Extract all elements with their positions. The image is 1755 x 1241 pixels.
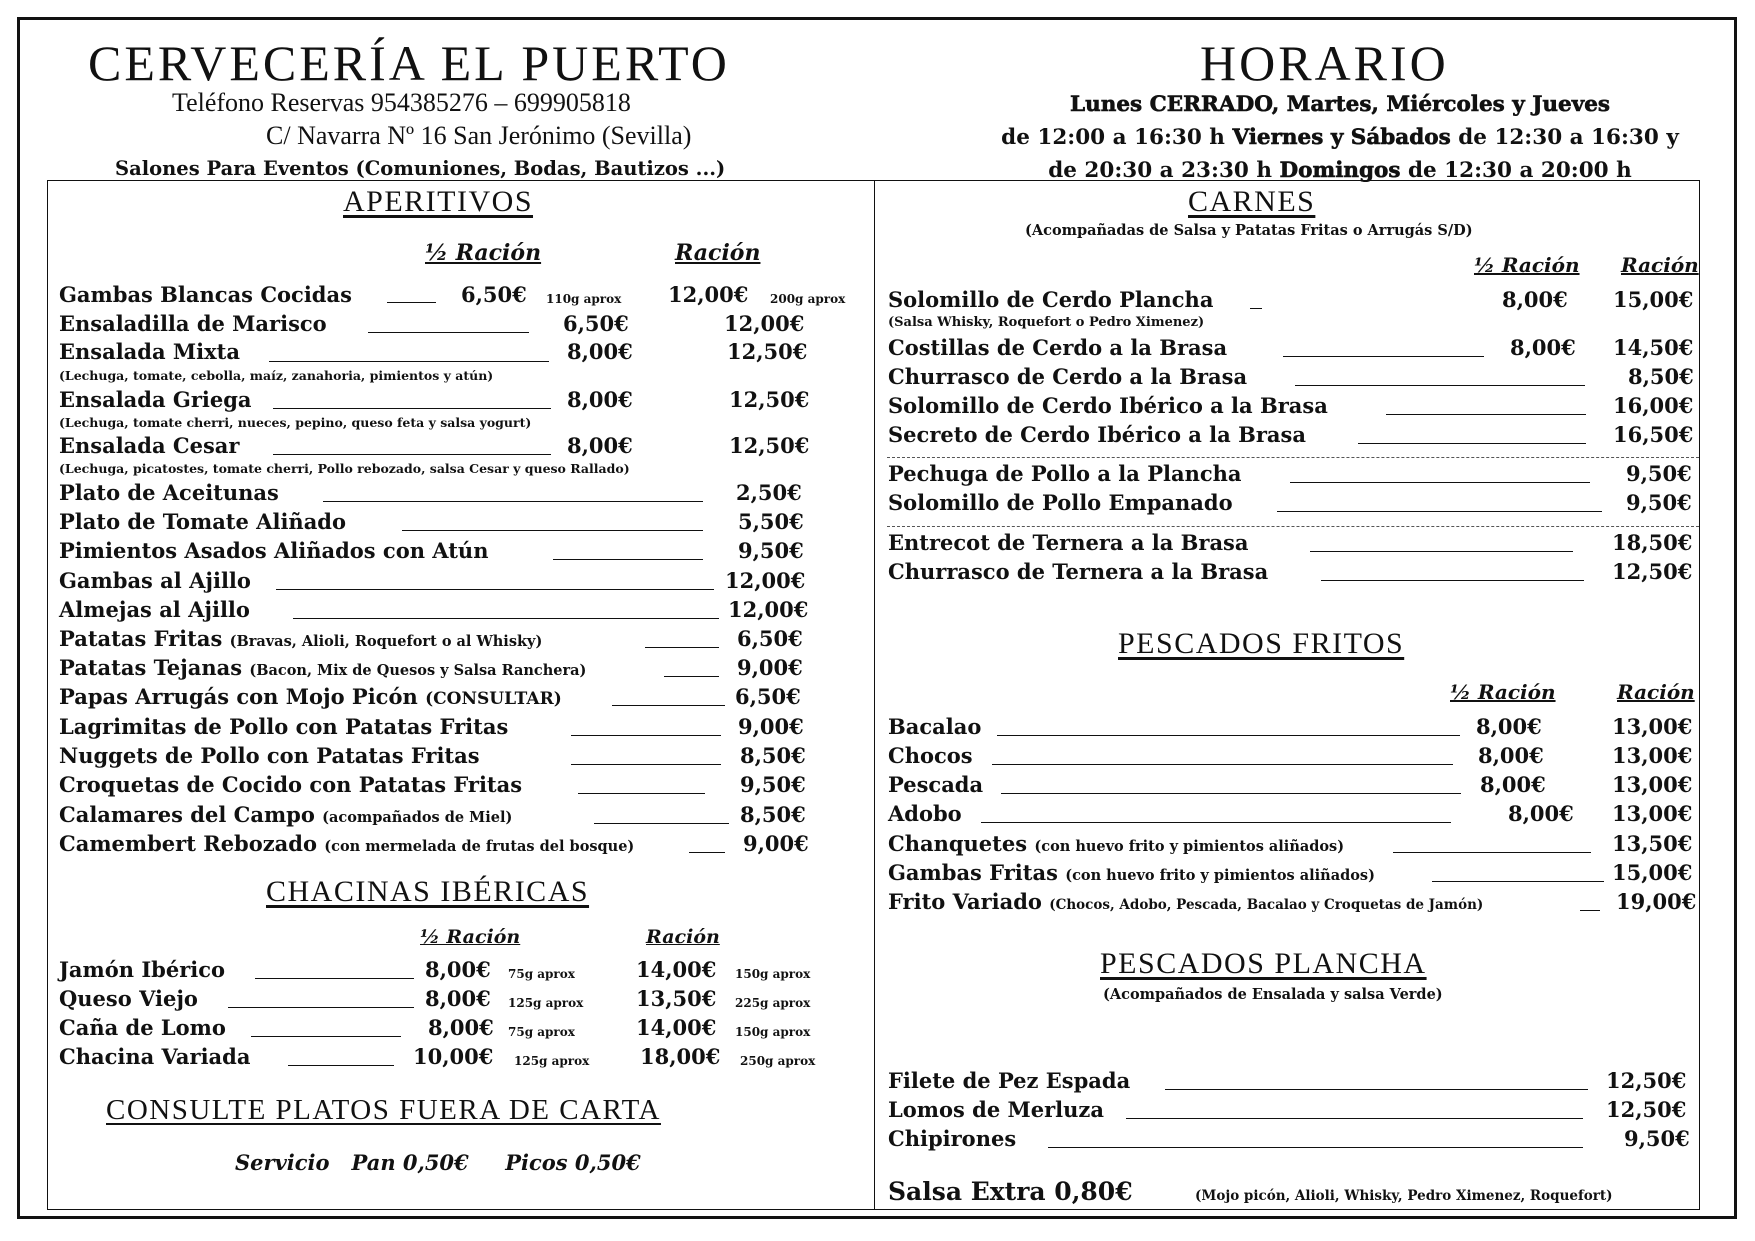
leader-line — [1386, 414, 1586, 415]
menu-item-name: Papas Arrugás con Mojo Picón — [59, 684, 418, 709]
separator — [887, 526, 1699, 527]
price: 9,00€ — [737, 655, 803, 680]
leader-line — [1283, 356, 1484, 357]
phone: Teléfono Reservas 954385276 – 699905818 — [172, 88, 631, 117]
leader-line — [1321, 580, 1584, 581]
section-chacinas-title: CHACINAS IBÉRICAS — [266, 875, 590, 908]
price: 9,50€ — [1626, 490, 1692, 515]
leader-line — [1277, 511, 1602, 512]
menu-item-name: Camembert Rebozado — [59, 831, 317, 856]
full-price: 13,50€ — [636, 986, 717, 1011]
address: C/ Navarra Nº 16 San Jerónimo (Sevilla) — [266, 121, 692, 150]
carnes-subtitle: (Acompañadas de Salsa y Patatas Fritas o Arrugás S/D) — [1025, 222, 1473, 239]
price: 6,50€ — [737, 626, 803, 651]
menu-item-row — [888, 831, 1344, 856]
fritos-half-header: ½ Ración — [1450, 680, 1556, 704]
price: 12,00€ — [728, 597, 809, 622]
menu-item-row — [59, 831, 634, 856]
half-price: 8,00€ — [1502, 287, 1568, 312]
plancha-subtitle: (Acompañados de Ensalada y salsa Verde) — [1103, 986, 1443, 1003]
full-price: 12,50€ — [729, 387, 810, 412]
section-aperitivos-title: APERITIVOS — [343, 185, 534, 218]
price: 15,00€ — [1612, 860, 1693, 885]
sched-hours-4: de 12:30 a 20:00 h — [1400, 158, 1632, 183]
menu-item-row — [888, 860, 1375, 885]
half-weight: 125g aprox — [514, 1054, 590, 1068]
menu-item-name: Ensalada Mixta — [59, 339, 240, 364]
menu-item-name: Gambas al Ajillo — [59, 568, 251, 593]
item-sub: (Chocos, Adobo, Pescada, Bacalao y Croquetas de Jamón) — [1049, 897, 1484, 913]
item-description: (Lechuga, tomate, cebolla, maíz, zanahoria, pimientos y atún) — [59, 368, 494, 383]
menu-item-name: Patatas Fritas — [59, 626, 223, 651]
leader-line — [571, 735, 721, 736]
menu-item-name: Pimientos Asados Aliñados con Atún — [59, 538, 489, 563]
half-price: 8,00€ — [425, 957, 491, 982]
leader-line — [288, 1065, 394, 1066]
menu-item-row — [59, 684, 562, 709]
separator — [887, 457, 1699, 458]
item-sub: (CONSULTAR) — [425, 689, 562, 709]
full-price: 18,00€ — [640, 1044, 721, 1069]
price: 16,50€ — [1613, 422, 1694, 447]
leader-line — [571, 764, 721, 765]
leader-line — [645, 647, 719, 648]
leader-line — [276, 589, 714, 590]
half-weight: 110g aprox — [546, 292, 622, 306]
full-price: 12,50€ — [729, 433, 810, 458]
sched-closed: Lunes CERRADO — [1070, 92, 1272, 117]
full-price: 13,00€ — [1612, 714, 1693, 739]
half-price: 6,50€ — [461, 282, 527, 307]
section-pescados-fritos-title: PESCADOS FRITOS — [1118, 627, 1405, 660]
half-price: 6,50€ — [563, 311, 629, 336]
half-weight: 125g aprox — [508, 996, 584, 1010]
leader-line — [1580, 910, 1600, 911]
price: 13,50€ — [1612, 831, 1693, 856]
menu-item-name: Solomillo de Pollo Empanado — [888, 490, 1233, 515]
menu-item-name: Croquetas de Cocido con Patatas Fritas — [59, 772, 523, 797]
price: 9,00€ — [743, 831, 809, 856]
full-weight: 225g aprox — [735, 996, 811, 1010]
menu-item-name: Caña de Lomo — [59, 1015, 226, 1040]
price: 18,50€ — [1612, 530, 1693, 555]
menu-item-name: Bacalao — [888, 714, 982, 739]
full-price: 14,00€ — [636, 957, 717, 982]
menu-item-name: Lagrimitas de Pollo con Patatas Fritas — [59, 714, 509, 739]
item-sub: (Bravas, Alioli, Roquefort o al Whisky) — [229, 633, 543, 650]
leader-line — [981, 822, 1451, 823]
servicio-label: Servicio — [235, 1150, 330, 1175]
menu-item-name: Ensaladilla de Marisco — [59, 311, 327, 336]
half-price: 8,00€ — [1480, 772, 1546, 797]
restaurant-name: CERVECERÍA EL PUERTO — [88, 35, 730, 91]
menu-item-name: Pescada — [888, 772, 984, 797]
leader-line — [689, 852, 725, 853]
section-carnes-title: CARNES — [1188, 185, 1316, 218]
leader-line — [228, 1007, 414, 1008]
price: 8,50€ — [740, 802, 806, 827]
leader-line — [1001, 793, 1461, 794]
item-description: (Salsa Whisky, Roquefort o Pedro Ximenez) — [888, 315, 1205, 330]
half-price: 8,00€ — [567, 339, 633, 364]
leader-line — [1393, 852, 1591, 853]
menu-item-name: Gambas Blancas Cocidas — [59, 282, 352, 307]
menu-item-name: Ensalada Griega — [59, 387, 252, 412]
leader-line — [387, 302, 436, 303]
sched-hours-1: de 12:00 a 16:30 h — [1001, 125, 1233, 150]
item-description: (Lechuga, picatostes, tomate cherri, Pollo rebozado, salsa Cesar y queso Rallado) — [59, 461, 630, 476]
item-sub: (acompañados de Miel) — [322, 809, 513, 826]
menu-item-name: Patatas Tejanas — [59, 655, 243, 680]
leader-line — [664, 676, 719, 677]
menu-item-name: Chacina Variada — [59, 1044, 251, 1069]
fritos-full-header: Ración — [1617, 680, 1695, 704]
leader-line — [273, 454, 551, 455]
half-price: 10,00€ — [413, 1044, 494, 1069]
menu-item-name: Solomillo de Cerdo Ibérico a la Brasa — [888, 393, 1328, 418]
servicio-line — [235, 1150, 641, 1175]
leader-line — [255, 978, 414, 979]
half-weight: 75g aprox — [508, 1025, 575, 1039]
leader-line — [612, 705, 725, 706]
full-price: 15,00€ — [1613, 287, 1694, 312]
menu-item-name: Plato de Tomate Aliñado — [59, 509, 346, 534]
price: 8,50€ — [1628, 364, 1694, 389]
full-price: 12,50€ — [727, 339, 808, 364]
chacinas-half-header: ½ Ración — [420, 926, 521, 948]
half-price: 8,00€ — [425, 986, 491, 1011]
full-weight: 150g aprox — [735, 967, 811, 981]
item-description: (Lechuga, tomate cherri, nueces, pepino, queso feta y salsa yogurt) — [59, 415, 532, 430]
item-sub: (con huevo frito y pimientos aliñados) — [1065, 867, 1375, 884]
carnes-full-header: Ración — [1621, 253, 1699, 277]
chacinas-full-header: Ración — [646, 926, 720, 948]
menu-item-name: Costillas de Cerdo a la Brasa — [888, 335, 1228, 360]
price: 19,00€ — [1616, 889, 1697, 914]
leader-line — [1432, 881, 1604, 882]
menu-item-row — [888, 889, 1483, 914]
leader-line — [402, 530, 703, 531]
item-sub: (Bacon, Mix de Quesos y Salsa Ranchera) — [249, 662, 587, 679]
aperitivos-half-header: ½ Ración — [425, 240, 542, 266]
consulte-note: CONSULTE PLATOS FUERA DE CARTA — [106, 1094, 661, 1126]
carnes-half-header: ½ Ración — [1474, 253, 1580, 277]
price: 9,50€ — [1624, 1126, 1690, 1151]
leader-line — [992, 764, 1453, 765]
leader-line — [1048, 1147, 1583, 1148]
horario-title: HORARIO — [1200, 35, 1449, 91]
menu-item-name: Queso Viejo — [59, 986, 198, 1011]
price: 12,50€ — [1606, 1097, 1687, 1122]
full-weight: 150g aprox — [735, 1025, 811, 1039]
leader-line — [323, 501, 703, 502]
leader-line — [578, 793, 705, 794]
menu-item-name: Chocos — [888, 743, 973, 768]
price: 16,00€ — [1613, 393, 1694, 418]
menu-item-name: Nuggets de Pollo con Patatas Fritas — [59, 743, 480, 768]
menu-item-row — [59, 626, 542, 651]
price: 9,50€ — [738, 538, 804, 563]
picos-price: Picos 0,50€ — [505, 1150, 641, 1175]
half-price: 8,00€ — [428, 1015, 494, 1040]
half-price: 8,00€ — [1478, 743, 1544, 768]
leader-line — [368, 332, 529, 333]
half-price: 8,00€ — [1510, 335, 1576, 360]
menu-item-name: Pechuga de Pollo a la Plancha — [888, 461, 1242, 486]
menu-item-name: Secreto de Cerdo Ibérico a la Brasa — [888, 422, 1306, 447]
leader-line — [594, 823, 729, 824]
leader-line — [1295, 385, 1585, 386]
half-price: 8,00€ — [1508, 801, 1574, 826]
full-weight: 250g aprox — [740, 1054, 816, 1068]
menu-item-row — [59, 802, 512, 827]
menu-item-row — [59, 655, 586, 680]
price: 12,50€ — [1612, 559, 1693, 584]
leader-line — [1310, 551, 1573, 552]
sched-hours-2: de 12:30 a 16:30 y — [1450, 125, 1679, 150]
leader-line — [1165, 1089, 1588, 1090]
sched-sunday: Domingos — [1279, 158, 1401, 183]
leader-line — [1358, 443, 1586, 444]
item-sub: (con mermelada de frutas del bosque) — [324, 838, 635, 855]
leader-line — [997, 735, 1460, 736]
price: 12,00€ — [725, 568, 806, 593]
leader-line — [1250, 308, 1262, 309]
menu-item-name: Chipirones — [888, 1126, 1017, 1151]
half-weight: 75g aprox — [508, 967, 575, 981]
menu-item-name: Chanquetes — [888, 831, 1028, 856]
half-price: 8,00€ — [1476, 714, 1542, 739]
menu-item-name: Filete de Pez Espada — [888, 1068, 1131, 1093]
half-price: 8,00€ — [567, 387, 633, 412]
events-note: Salones Para Eventos (Comuniones, Bodas, Bautizos ...) — [115, 157, 726, 180]
menu-item-name: Churrasco de Cerdo a la Brasa — [888, 364, 1248, 389]
leader-line — [269, 361, 549, 362]
full-price: 14,50€ — [1613, 335, 1694, 360]
full-price: 12,00€ — [724, 311, 805, 336]
sched-hours-3: de 20:30 a 23:30 h — [1048, 158, 1280, 183]
price: 6,50€ — [735, 684, 801, 709]
menu-item-name: Almejas al Ajillo — [59, 597, 250, 622]
menu-item-name: Adobo — [888, 801, 962, 826]
menu-item-name: Jamón Ibérico — [59, 957, 226, 982]
leader-line — [1126, 1118, 1583, 1119]
sched-weekend: Viernes y Sábados — [1232, 125, 1451, 150]
price: 12,50€ — [1606, 1068, 1687, 1093]
full-price: 13,00€ — [1612, 772, 1693, 797]
menu-item-name: Gambas Fritas — [888, 860, 1058, 885]
menu-item-name: Churrasco de Ternera a la Brasa — [888, 559, 1269, 584]
menu-item-name: Entrecot de Ternera a la Brasa — [888, 530, 1249, 555]
price: 2,50€ — [736, 480, 802, 505]
schedule — [955, 88, 1725, 187]
full-weight: 200g aprox — [770, 292, 846, 306]
sched-days: , Martes, Miércoles y Jueves — [1271, 92, 1610, 117]
price: 5,50€ — [738, 509, 804, 534]
full-price: 13,00€ — [1612, 801, 1693, 826]
half-price: 8,00€ — [567, 433, 633, 458]
menu-item-name: Solomillo de Cerdo Plancha — [888, 287, 1214, 312]
leader-line — [553, 559, 703, 560]
menu-item-name: Lomos de Merluza — [888, 1097, 1104, 1122]
price: 8,50€ — [740, 743, 806, 768]
salsa-extra: Salsa Extra 0,80€ — [888, 1177, 1133, 1206]
price: 9,50€ — [1626, 461, 1692, 486]
menu-item-name: Ensalada Cesar — [59, 433, 240, 458]
section-pescados-plancha-title: PESCADOS PLANCHA — [1100, 947, 1427, 980]
leader-line — [273, 408, 551, 409]
salsa-options: (Mojo picón, Alioli, Whisky, Pedro Ximenez, Roquefort) — [1195, 1188, 1613, 1204]
leader-line — [293, 618, 719, 619]
full-price: 13,00€ — [1612, 743, 1693, 768]
aperitivos-full-header: Ración — [675, 240, 761, 266]
full-price: 12,00€ — [668, 282, 749, 307]
full-price: 14,00€ — [636, 1015, 717, 1040]
menu-item-name: Plato de Aceitunas — [59, 480, 279, 505]
price: 9,00€ — [738, 714, 804, 739]
price: 9,50€ — [740, 772, 806, 797]
menu-item-name: Calamares del Campo — [59, 802, 315, 827]
item-sub: (con huevo frito y pimientos aliñados) — [1034, 838, 1345, 855]
column-divider — [874, 180, 875, 1210]
pan-price: Pan 0,50€ — [351, 1150, 469, 1175]
leader-line — [251, 1036, 401, 1037]
menu-item-name: Frito Variado — [888, 889, 1042, 914]
leader-line — [1290, 482, 1590, 483]
